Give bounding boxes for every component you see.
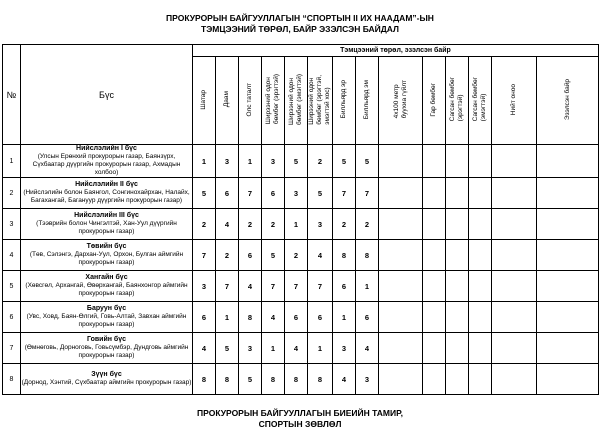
row-number: 5: [3, 271, 21, 302]
score-cell: 4: [216, 209, 239, 240]
score-cell: 1: [216, 302, 239, 333]
event-header-label: 4х100 метр буухиа гүйлт: [392, 80, 408, 119]
event-header: [216, 57, 239, 145]
score-cell: 6: [333, 271, 356, 302]
event-header: [239, 57, 262, 145]
score-cell: [446, 209, 469, 240]
score-cell: [469, 271, 492, 302]
score-cell: 2: [285, 240, 308, 271]
region-description: (Төв, Сэлэнгэ, Дархан-Уул, Орхон, Булган аймгийн прокурорын газар): [29, 251, 184, 266]
document-footer: [0, 408, 600, 430]
footer-line-2: СПОРТЫН ЗӨВЛӨЛ: [258, 419, 342, 429]
score-cell: 1: [193, 145, 216, 178]
event-header: [379, 57, 423, 145]
event-header: [492, 57, 537, 145]
score-cell: 5: [356, 145, 379, 178]
score-cell: 2: [356, 209, 379, 240]
score-cell: [446, 333, 469, 364]
score-cell: 2: [193, 209, 216, 240]
event-header-label: Олс таталт: [246, 82, 253, 117]
score-cell: [423, 145, 446, 178]
score-cell: [446, 240, 469, 271]
event-header-label: Даам: [223, 91, 230, 108]
score-cell: 3: [308, 209, 333, 240]
score-cell: [537, 178, 599, 209]
score-cell: 7: [239, 178, 262, 209]
score-cell: 3: [216, 145, 239, 178]
score-cell: [469, 145, 492, 178]
score-cell: [537, 145, 599, 178]
score-cell: 3: [262, 145, 285, 178]
region-name: Говийн бүс: [86, 336, 127, 343]
score-cell: 4: [356, 333, 379, 364]
title-line-2: ТЭМЦЭЭНИЙ ТӨРӨЛ, БАЙР ЭЗЭЛСЭН БАЙДАЛ: [201, 24, 399, 34]
score-cell: 3: [285, 178, 308, 209]
score-cell: 3: [333, 333, 356, 364]
score-cell: [469, 302, 492, 333]
score-cell: 4: [193, 333, 216, 364]
score-cell: [379, 271, 423, 302]
region-cell: [21, 271, 193, 302]
score-cell: 8: [333, 240, 356, 271]
event-header: [537, 57, 599, 145]
region-name: Хангайн бүс: [85, 274, 128, 281]
event-header: [262, 57, 285, 145]
row-number: 3: [3, 209, 21, 240]
score-cell: 7: [193, 240, 216, 271]
region-name: Баруун бүс: [86, 305, 127, 312]
score-cell: [492, 240, 537, 271]
score-cell: 6: [285, 302, 308, 333]
event-header-label: Ширээний одон бөмбөг (эмэгтэй): [288, 74, 303, 125]
score-cell: [469, 333, 492, 364]
score-cell: 7: [216, 271, 239, 302]
score-cell: 1: [262, 333, 285, 364]
score-cell: 2: [333, 209, 356, 240]
score-cell: 1: [285, 209, 308, 240]
region-cell: [21, 302, 193, 333]
score-cell: [423, 178, 446, 209]
score-cell: [492, 145, 537, 178]
region-cell: [21, 209, 193, 240]
region-description: (Өмнөговь, Дорноговь, Говьсүмбэр, Дундговь аймгийн прокурорын газар): [24, 344, 189, 359]
score-cell: 2: [239, 209, 262, 240]
score-cell: [379, 178, 423, 209]
score-cell: [537, 240, 599, 271]
score-cell: [423, 209, 446, 240]
score-cell: [423, 302, 446, 333]
event-header: [446, 57, 469, 145]
score-cell: 5: [239, 364, 262, 395]
region-name: Нийслэлийн III бүс: [74, 212, 139, 219]
region-description: (Улсын Ерөнхий прокурорын газар, Баянзүрх, Сүхбаатар дүүргийн прокурорын газар, Ахмадын холбоо): [32, 153, 181, 176]
score-cell: [469, 240, 492, 271]
region-description: (Тээврийн болон Чингэлтэй, Хан-Уул дүүргийн прокурорын газар): [36, 220, 177, 235]
score-cell: [423, 333, 446, 364]
column-header-no: №: [3, 45, 21, 145]
score-cell: [379, 302, 423, 333]
score-cell: 7: [285, 271, 308, 302]
row-number: 4: [3, 240, 21, 271]
table-row: [3, 302, 599, 333]
region-cell: [21, 333, 193, 364]
table-row: [3, 178, 599, 209]
event-header-label: Эзэлсэн байр: [563, 78, 571, 121]
score-cell: [537, 364, 599, 395]
score-cell: [469, 364, 492, 395]
score-cell: 3: [356, 364, 379, 395]
region-name: Нийслэлийн I бүс: [76, 145, 137, 152]
row-number: 1: [3, 145, 21, 178]
region-name: Төвийн бүс: [86, 243, 127, 250]
score-cell: [469, 209, 492, 240]
score-cell: 5: [216, 333, 239, 364]
score-cell: 4: [308, 240, 333, 271]
score-cell: [537, 271, 599, 302]
event-header: [356, 57, 379, 145]
event-header-label: Сагсан бөмбөг (эмэгтэй): [472, 77, 487, 122]
score-cell: 6: [239, 240, 262, 271]
score-cell: [379, 333, 423, 364]
score-cell: 1: [308, 333, 333, 364]
title-line-1: ПРОКУРОРЫН БАЙГУУЛЛАГЫН “СПОРТЫН II ИХ НААДАМ”-ЫН: [166, 13, 434, 23]
score-cell: [446, 178, 469, 209]
region-description: (Увс, Ховд, Баян-Өлгий, Говь-Алтай, Завхан аймгийн прокурорын газар): [26, 313, 187, 328]
score-cell: [492, 271, 537, 302]
results-table: [2, 44, 599, 395]
row-number: 2: [3, 178, 21, 209]
region-cell: [21, 145, 193, 178]
score-cell: [446, 302, 469, 333]
score-cell: 7: [356, 178, 379, 209]
score-cell: 5: [333, 145, 356, 178]
score-cell: [446, 364, 469, 395]
score-cell: 3: [239, 333, 262, 364]
footer-line-1: ПРОКУРОРЫН БАЙГУУЛЛАГЫН БИЕИЙН ТАМИР,: [197, 408, 403, 418]
score-cell: 8: [216, 364, 239, 395]
event-header-label: Билльярд эр: [340, 80, 347, 119]
region-cell: [21, 178, 193, 209]
event-header: [193, 57, 216, 145]
score-cell: [492, 178, 537, 209]
score-cell: 5: [285, 145, 308, 178]
row-number: 6: [3, 302, 21, 333]
score-cell: 2: [308, 145, 333, 178]
score-cell: [423, 271, 446, 302]
score-cell: [379, 240, 423, 271]
score-cell: 6: [262, 178, 285, 209]
score-cell: [492, 333, 537, 364]
table-row: [3, 209, 599, 240]
score-cell: 2: [216, 240, 239, 271]
document-title: [0, 13, 600, 35]
event-header: [423, 57, 446, 145]
score-cell: 6: [193, 302, 216, 333]
region-name: Зүүн бүс: [91, 371, 122, 378]
score-cell: 8: [308, 364, 333, 395]
score-cell: 4: [285, 333, 308, 364]
score-cell: [423, 240, 446, 271]
score-cell: 8: [262, 364, 285, 395]
event-header-label: Гар бөмбөг: [430, 82, 437, 117]
event-header-label: Сагсан бөмбөг (эрэгтэй): [449, 77, 464, 122]
column-header-region: Бүс: [21, 45, 193, 145]
event-header: [333, 57, 356, 145]
score-cell: [423, 364, 446, 395]
row-number: 7: [3, 333, 21, 364]
score-cell: 6: [308, 302, 333, 333]
table-row: [3, 364, 599, 395]
region-description: (Хөвсгөл, Архангай, Өвөрхангай, Баянхонгор аймгийн прокурорын газар): [25, 282, 188, 297]
table-body: [3, 145, 599, 395]
region-cell: [21, 364, 193, 395]
score-cell: 5: [308, 178, 333, 209]
event-header-label: Ширээний одон бөмбөг (эрэгтэй): [265, 74, 280, 125]
row-number: 8: [3, 364, 21, 395]
region-description: (Дорнод, Хэнтий, Сүхбаатар аймгийн прокурорын газар): [21, 379, 192, 386]
event-header-label: Нийт оноо: [510, 83, 517, 116]
score-cell: [379, 364, 423, 395]
score-cell: 6: [356, 302, 379, 333]
score-cell: 5: [262, 240, 285, 271]
score-cell: [537, 333, 599, 364]
events-group-header: Тэмцээний төрөл, эзэлсэн байр: [193, 45, 599, 57]
score-cell: 2: [262, 209, 285, 240]
score-cell: [492, 364, 537, 395]
score-cell: 4: [333, 364, 356, 395]
table-row: [3, 271, 599, 302]
score-cell: 5: [193, 178, 216, 209]
score-cell: 8: [356, 240, 379, 271]
event-header-label: Билльярд эм: [363, 79, 370, 120]
event-header: [285, 57, 308, 145]
score-cell: [379, 145, 423, 178]
table-row: [3, 333, 599, 364]
score-cell: [446, 271, 469, 302]
score-cell: [379, 209, 423, 240]
score-cell: 8: [193, 364, 216, 395]
event-header-label: Ширээний одон бөмбөг (эрэгтэй, эмэгтэй хос): [308, 74, 331, 125]
event-header: [308, 57, 333, 145]
score-cell: 3: [193, 271, 216, 302]
table-row: [3, 145, 599, 178]
score-cell: 7: [262, 271, 285, 302]
score-cell: [469, 178, 492, 209]
score-cell: [537, 302, 599, 333]
table-row: [3, 240, 599, 271]
score-cell: 4: [262, 302, 285, 333]
score-cell: 4: [239, 271, 262, 302]
score-cell: 6: [216, 178, 239, 209]
score-cell: 8: [285, 364, 308, 395]
score-cell: 1: [356, 271, 379, 302]
region-cell: [21, 240, 193, 271]
region-name: Нийслэлийн II бүс: [75, 181, 138, 188]
score-cell: 1: [333, 302, 356, 333]
score-cell: 7: [308, 271, 333, 302]
score-cell: [537, 209, 599, 240]
event-header-label: Шатар: [200, 89, 207, 110]
score-cell: 7: [333, 178, 356, 209]
event-header: [469, 57, 492, 145]
score-cell: [446, 145, 469, 178]
score-cell: 8: [239, 302, 262, 333]
score-cell: 1: [239, 145, 262, 178]
score-cell: [492, 302, 537, 333]
score-cell: [492, 209, 537, 240]
region-description: (Нийслэлийн болон Баянгол, Сонгинохайрхан, Налайх, Багахангай, Багануур дүүргийн прокурорын газар): [23, 189, 190, 204]
